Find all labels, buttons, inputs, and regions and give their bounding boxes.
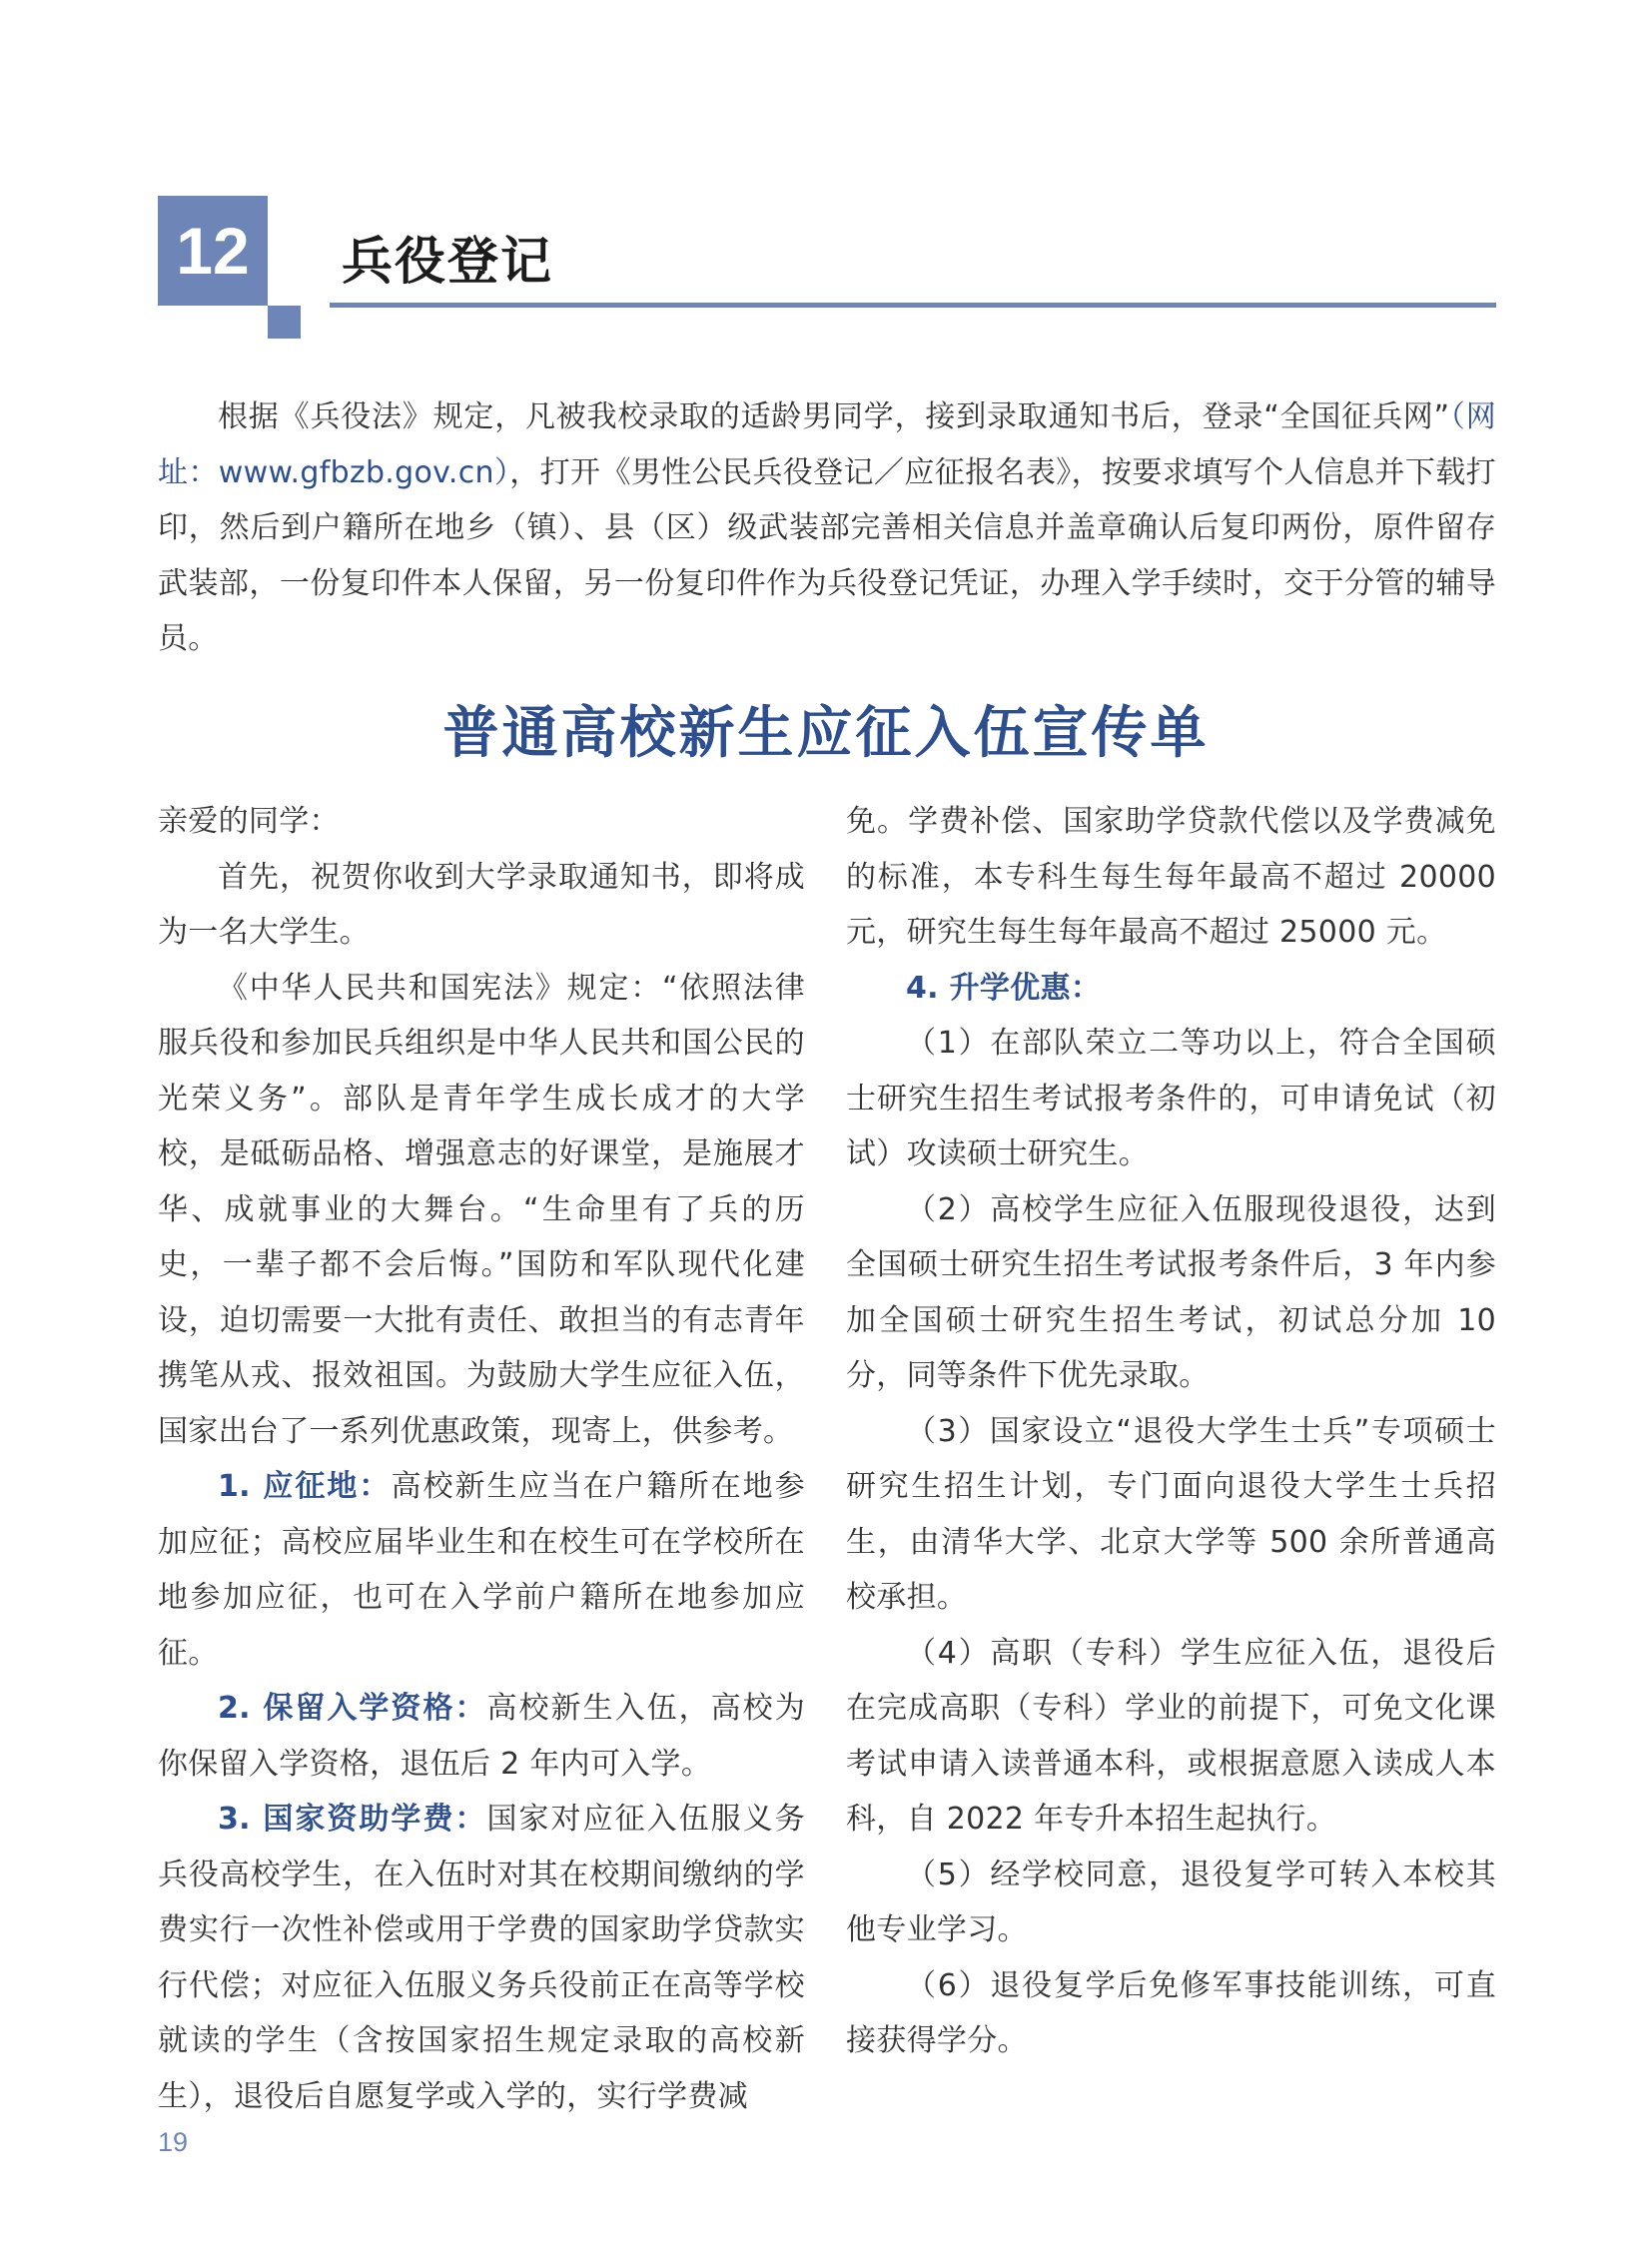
flyer-right-column [846,794,1496,2069]
intro-text-after: ，打开《男性公民兵役登记／应征报名表》，按要求填写个人信息并下载打印，然后到户籍所在地乡（镇）、县（区）级武装部完善相关信息并盖章确认后复印两份，原件留存武装部，一份复印件本人保留，另一份复印件作为兵役登记凭证，办理入学手续时，交于分管的辅导员。 [158,454,1496,656]
policy-item-1 [158,1459,805,1681]
policy-item-2-heading: 2. 保留入学资格： [218,1691,487,1726]
flyer-paragraph-2: 《中华人民共和国宪法》规定：“依照法律服兵役和参加民兵组织是中华人民共和国公民的光荣义务”。部队是青年学生成长成才的大学校，是砥砺品格、增强意志的好课堂，是施展才华、成就事业的大舞台。“生命里有了兵的历史，一辈子都不会后悔。”国防和军队现代化建设，迫切需要一大批有责任、敢担当的有志青年携笔从戎、报效祖国。为鼓励大学生应征入伍，国家出台了一系列优惠政策，现寄上，供参考。 [158,970,805,1449]
flyer-paragraph-1: 首先，祝贺你收到大学录取通知书，即将成为一名大学生。 [158,859,805,950]
flyer-left-column [158,794,805,2124]
flyer-title: 普通高校新生应征入伍宣传单 [442,700,1210,766]
policy-item-4-point-5: （5）经学校同意，退役复学可转入本校其他专业学习。 [846,1857,1496,1947]
flyer-greeting: 亲爱的同学： [158,804,340,839]
page-number: 19 [158,2127,189,2157]
section-badge-corner-square [268,306,301,339]
policy-item-3 [158,1792,805,2124]
policy-item-4-point-3: （3）国家设立“退役大学生士兵”专项硕士研究生招生计划，专门面向退役大学生士兵招生，由清华大学、北京大学等 500 余所普通高校承担。 [846,1413,1496,1615]
intro-text-before: 根据《兵役法》规定，凡被我校录取的适龄男同学，接到录取通知书后，登录“全国征兵网” [218,399,1450,434]
policy-item-4-heading: 4. 升学优惠： [906,970,1102,1006]
policy-item-1-heading: 1. 应征地： [218,1469,392,1504]
policy-item-2-text: 高校新生入伍，高校为你保留入学资格，退伍后 2 年内可入学。 [158,1691,806,1782]
section-title-rule [330,303,1496,308]
policy-item-3-text: 国家对应征入伍服义务兵役高校学生，在入伍时对其在校期间缴纳的学费实行一次性补偿或用于学费的国家助学贷款实行代偿；对应征入伍服义务兵役前正在高等学校就读的学生（含按国家招生规定录取的高校新生），退役后自愿复学或入学的，实行学费减 [158,1802,806,2114]
policy-item-1-text: 高校新生应当在户籍所在地参加应征；高校应届毕业生和在校生可在学校所在地参加应征，也可在入学前户籍所在地参加应征。 [158,1469,805,1671]
policy-item-2 [158,1681,805,1792]
policy-item-4-point-1: （1）在部队荣立二等功以上，符合全国硕士研究生招生考试报考条件的，可申请免试（初试）攻读硕士研究生。 [846,1026,1496,1171]
policy-item-3-continued: 免。学费补偿、国家助学贷款代偿以及学费减免的标准，本专科生每生每年最高不超过 20000 元，研究生每生每年最高不超过 25000 元。 [846,804,1496,950]
policy-item-3-heading: 3. 国家资助学费： [218,1802,487,1837]
policy-item-4-point-2: （2）高校学生应征入伍服现役退役，达到全国硕士研究生招生考试报考条件后，3 年内参加全国硕士研究生招生考试，初试总分加 10 分，同等条件下优先录取。 [846,1191,1496,1393]
section-title: 兵役登记 [342,233,554,292]
intro-paragraph [158,389,1496,667]
section-number-badge: 12 [158,196,268,306]
policy-item-4-point-4: （4）高职（专科）学生应征入伍，退役后在完成高职（专科）学业的前提下，可免文化课考试申请入读普通本科，或根据意愿入读成人本科，自 2022 年专升本招生起执行。 [846,1635,1496,1837]
intro-url: （网址：www.gfbzb.gov.cn） [158,399,1496,490]
policy-item-4-point-6: （6）退役复学后免修军事技能训练，可直接获得学分。 [846,1967,1496,2058]
